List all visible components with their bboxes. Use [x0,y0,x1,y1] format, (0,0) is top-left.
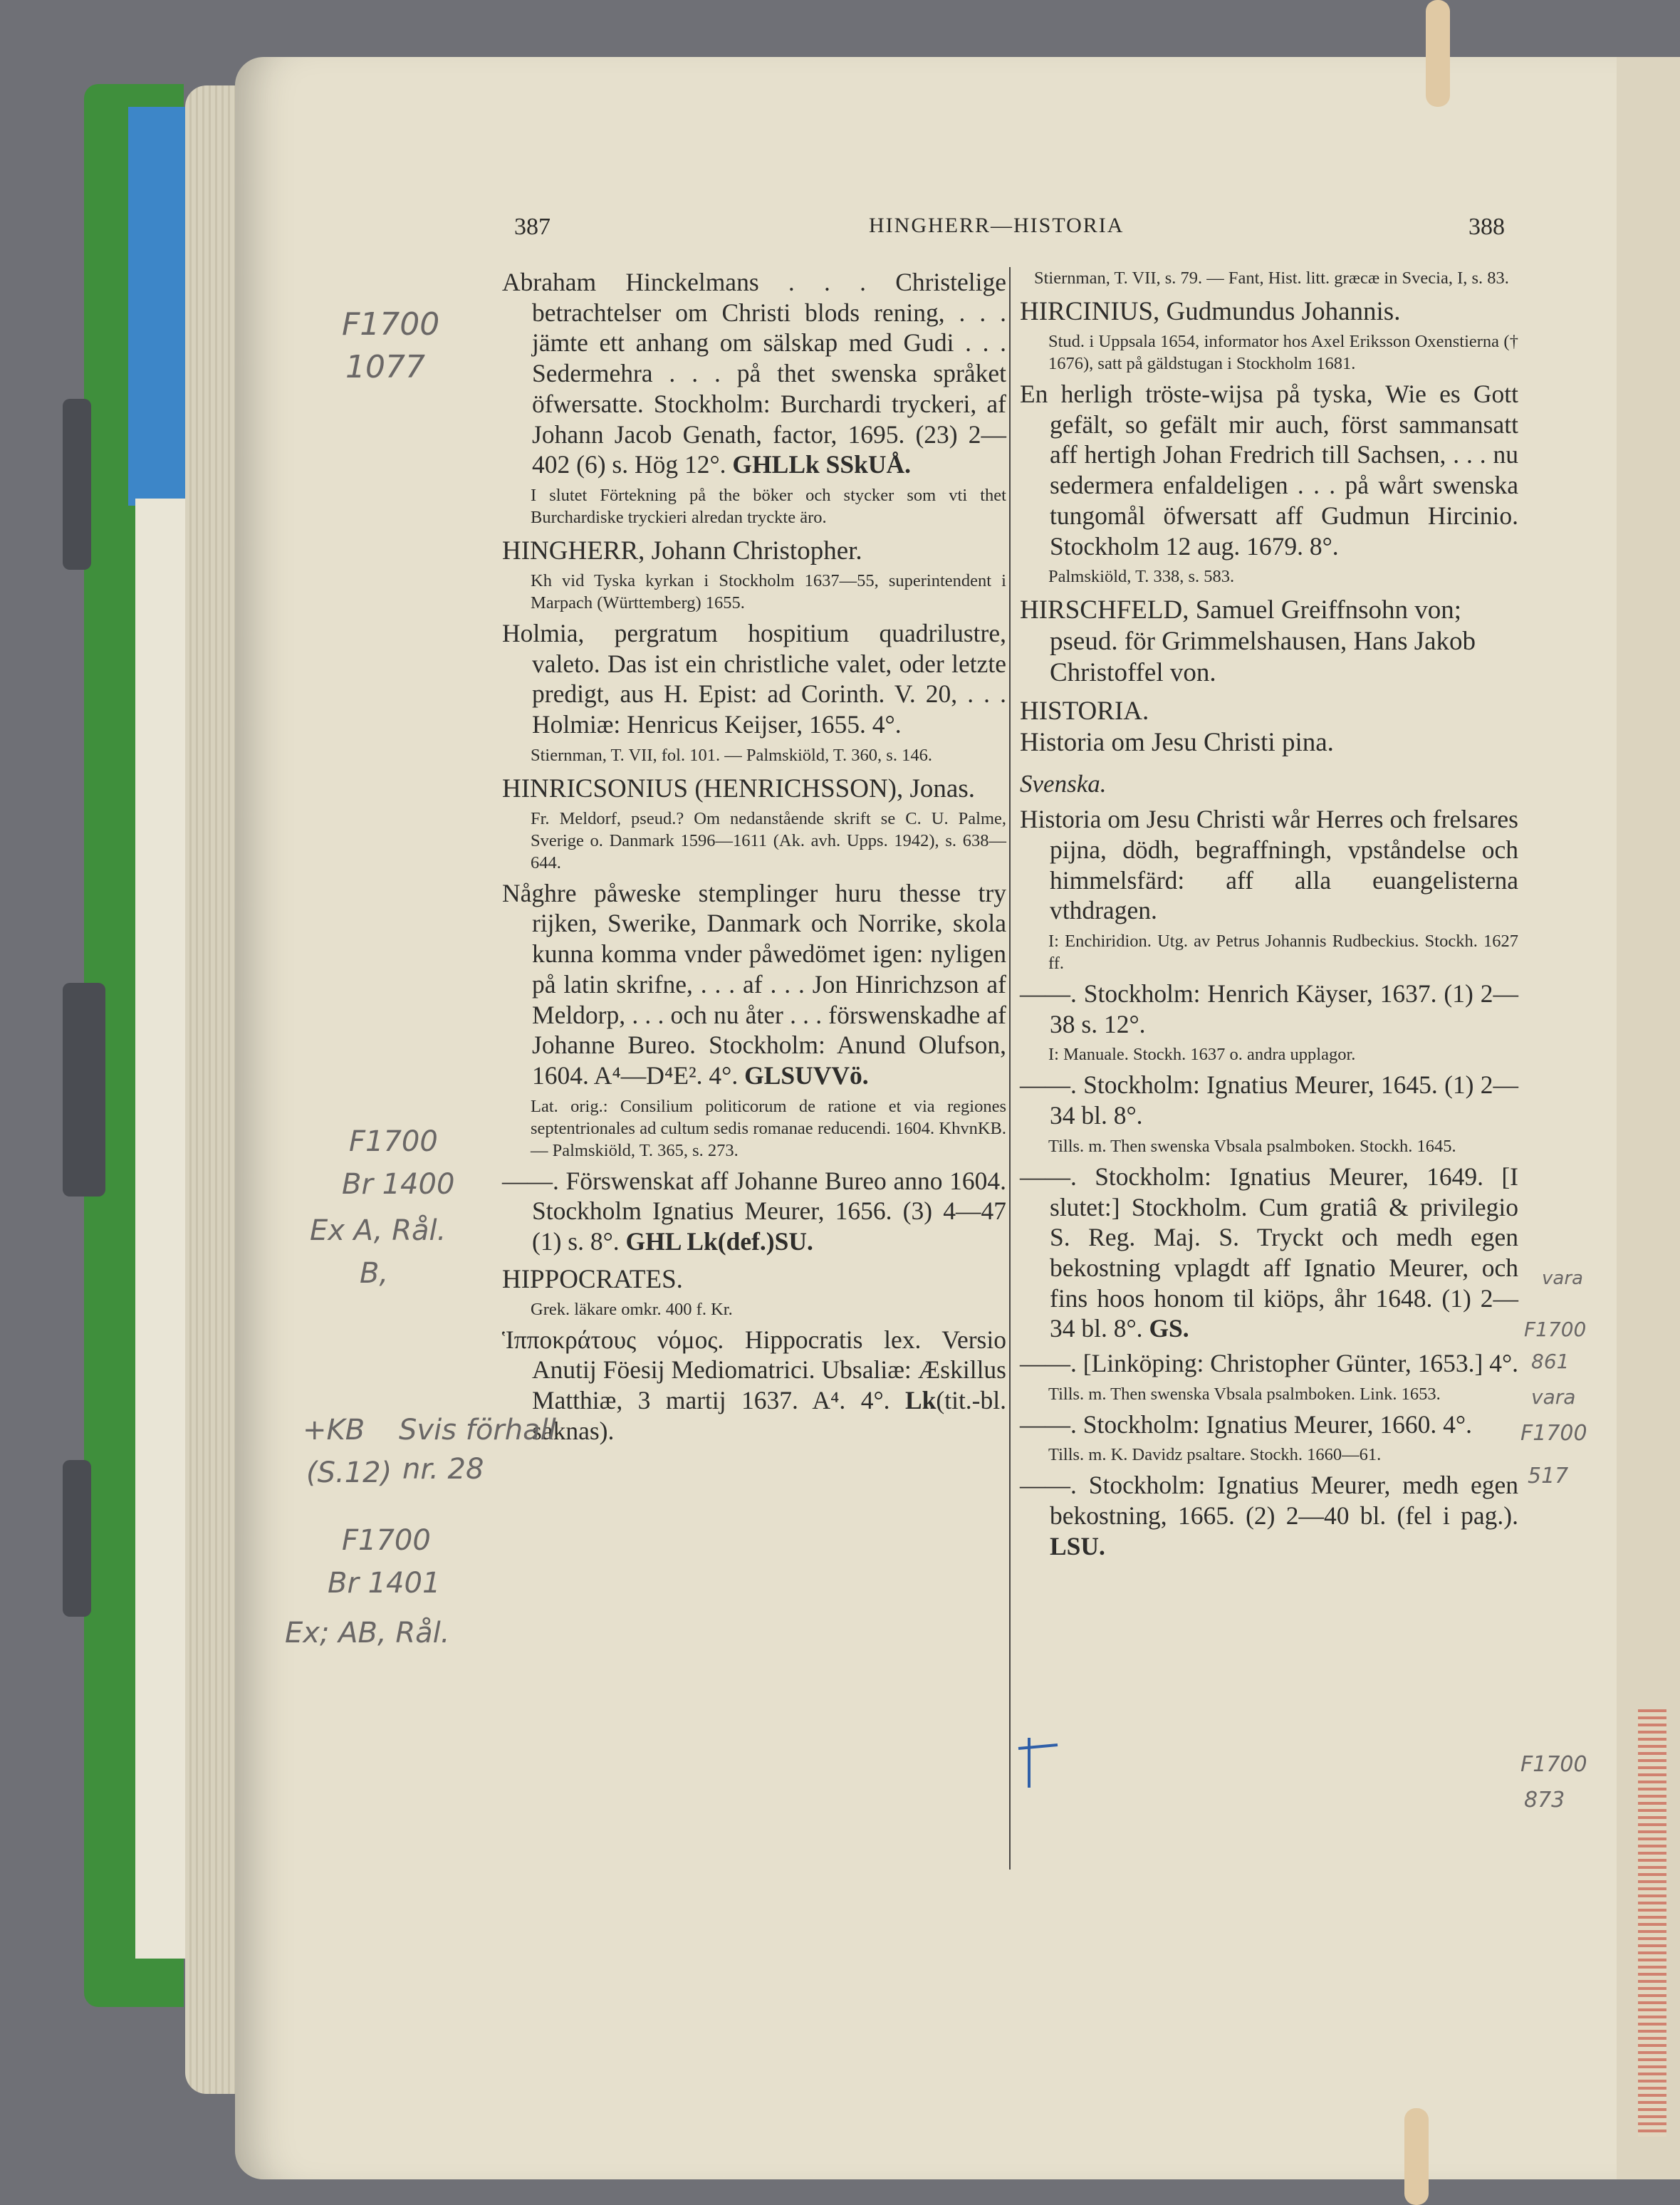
entry-holdings: LSU. [1050,1531,1105,1560]
entry-text: Abraham Hinckelmans . . . Christelige betrachtelser om Christi blods rening, . . . jämte ett anhang om sälskap med Gudi . . . Sedermehra . . . på thet swenska språket öfwersatte. Stockholm: Burchardi tryckeri, af Johann Jacob Genath, factor, 1695. (23) 2—402 (6) s. Hög 12°. [502,268,1006,479]
entry-note: Stiernman, T. VII, s. 79. — Fant, Hist. litt. græcæ in Svecia, I, s. 83. [1034,269,1509,288]
handwritten-note: Ex A, Rål. [310,1214,447,1247]
handwritten-number: 861 [1531,1350,1570,1373]
handwritten-note: (S.12) [306,1456,392,1489]
entry-text: ——. Stockholm: Ignatius Meurer, 1649. [I slutet:] Stockholm. Cum gratiâ & privilegio S. Reg. Maj. S. Tryckt och medh egen bekostning vplagdt aff Ignatio Meurer, och fins hoos honom til kiöps, åhr 1648. (1) 2—34 bl. 8°. [1020,1162,1518,1343]
blue-pencil-mark [1015,1734,1065,1791]
handwritten-number: Br 1401 [328,1567,441,1600]
left-page-number: 387 [514,214,551,240]
entry-forswenskat [502,1166,1006,1257]
entry-note: Lat. orig.: Consilium politicorum de ratione et via regiones septentrionales ad cultum sedis romanae reducendi. 1604. KhvnKB. — Palmskiöld, T. 365, s. 273. [531,1096,1006,1160]
handwritten-note: +KB [303,1414,365,1446]
handwritten-shelfmark: F1700 [1520,1752,1587,1777]
entry-note: Stiernman, T. VII, fol. 101. — Palmskiöld, T. 360, s. 146. [531,745,932,765]
book-strap-upper [63,399,91,570]
entry-note: Tills. m. K. Davidz psaltare. Stockh. 1660—61. [1048,1445,1382,1465]
column-divider [1009,267,1011,1870]
handwritten-shelfmark: F1700 [1524,1318,1587,1341]
entry-hinckelmans [502,267,1006,480]
entry-1653: ——. [Linköping: Christopher Günter, 1653.] 4°. [1020,1349,1519,1378]
entry-holdings: GHL Lk(def.)SU. [625,1227,813,1256]
handwritten-note: Ex; AB, Rål. [285,1617,450,1649]
handwritten-note: vara [1531,1385,1576,1409]
entry-hippocratis-lex [502,1325,1006,1446]
author-note: Fr. Meldorf, pseud.? Om nedanstående skrift se C. U. Palme, Sverige o. Danmark 1596—1611 (Ak. avh. Upps. 1942), s. 638—644. [531,808,1006,872]
entry-holdings: GLSUVVö. [744,1060,869,1090]
handwritten-number: Br 1400 [342,1168,455,1201]
entry-note: Palmskiöld, T. 338, s. 583. [1048,567,1235,587]
entry-text: ——. Stockholm: Ignatius Meurer, medh egen bekostning, 1665. (2) 2—40 bl. (fel i pag.). [1020,1471,1518,1531]
handwritten-shelfmark: F1700 [349,1125,438,1158]
entry-holdings: Lk [904,1386,936,1415]
entry-note: Tills. m. Then swenska Vbsala psalmboken. Stockh. 1645. [1048,1136,1456,1156]
handwritten-note: B, [360,1257,389,1290]
author-heading-hingherr: HINGHERR, Johann Christopher. [502,536,862,565]
entry-1649 [1020,1162,1518,1344]
handwritten-note: vara [1542,1268,1583,1289]
entry-text: Ἱπποκράτους νόμος. Hippocratis lex. Versio Anutij Föesij Mediomatrici. Ubsaliæ: Æskillus Matthiæ, 3 martij 1637. A⁴. 4°. [502,1325,1006,1415]
entry-trostewijsa: En herligh tröste-wijsa på tyska, Wie es Gott gefält, so gefält mir auch, först sammansatt aff hertigh Johan Fredrich till Sachsen, . . . nu sedermera enfaldeligen . . . på wårt swenska tungomål öfwersatt aff Gudmun Hircinio. Stockholm 12 aug. 1679. 8°. [1020,380,1518,561]
entry-text-tail: (tit.-bl. saknas). [532,1386,1006,1445]
bookmark-ribbon-bottom [1404,2108,1429,2205]
author-heading-hircinius: HIRCINIUS, Gudmundus Johannis. [1020,297,1401,326]
left-column [502,267,1006,1451]
entry-naghre [502,878,1006,1091]
running-title: HINGHERR—HISTORIA [869,214,1125,237]
title-heading-historia: Historia om Jesu Christi pina. [1020,728,1334,758]
page-edge-speckle [1638,1709,1666,2137]
handwritten-number: 873 [1524,1788,1565,1813]
handwritten-note: nr. 28 [402,1453,484,1486]
book-strap-middle [63,983,105,1197]
entry-note: I: Manuale. Stockh. 1637 o. andra upplagor. [1048,1045,1356,1065]
entry-holmia: Holmia, pergratum hospitium quadrilustre, valeto. Das ist ein christliche valet, oder letzte predigt, aus H. Epist: ad Corinth. V. 20, . . . Holmiæ: Henricus Keijser, 1655. 4°. [502,618,1006,739]
entry-historia-pijna: Historia om Jesu Christi wår Herres och frelsares pijna, dödh, begraffningh, vpståndelse och himmelsfärd: aff alla euangelisterna vthdragen. [1020,805,1518,925]
handwritten-shelfmark: F1700 [342,1524,431,1557]
book-strap-lower [63,1460,91,1617]
entry-note: I slutet Förtekning på the böker och stycker som vti thet Burchardiske tryckieri alredan tryckte äro. [531,485,1006,527]
entry-1645: ——. Stockholm: Ignatius Meurer, 1645. (1) 2—34 bl. 8°. [1020,1070,1518,1130]
bookmark-ribbon-top [1426,0,1450,107]
handwritten-shelfmark: F1700 [1520,1421,1587,1446]
entry-1637: ——. Stockholm: Henrich Käyser, 1637. (1) 2—38 s. 12°. [1020,979,1518,1038]
entry-holdings: GHLLk SSkUÅ. [732,450,912,479]
handwritten-number: 1077 [345,349,425,385]
author-note: Stud. i Uppsala 1654, informator hos Axel Eriksson Oxenstierna († 1676), satt på gäldstugan i Stockholm 1681. [1048,332,1518,373]
handwritten-shelfmark: F1700 [342,306,440,343]
entry-text: ——. Förswenskat aff Johanne Bureo anno 1604. Stockholm Ignatius Meurer, 1656. (3) 4—47 (1) s. 8°. [502,1166,1006,1256]
author-note: Grek. läkare omkr. 400 f. Kr. [531,1299,733,1319]
entry-note: I: Enchiridion. Utg. av Petrus Johannis Rudbeckius. Stockh. 1627 ff. [1048,932,1518,974]
subsection-svenska: Svenska. [1020,770,1107,798]
author-heading-historia: HISTORIA. [1020,697,1149,726]
right-page-number: 388 [1468,214,1505,240]
author-note: Kh vid Tyska kyrkan i Stockholm 1637—55, superintendent i Marpach (Württemberg) 1655. [531,570,1006,612]
author-heading-hippocrates: HIPPOCRATES. [502,1264,683,1294]
right-column [1020,267,1518,1566]
entry-1665 [1020,1470,1518,1561]
author-heading-hinricsonius: HINRICSONIUS (HENRICHSSON), Jonas. [502,773,975,803]
handwritten-note: Svis förhall [399,1414,556,1446]
handwritten-number: 517 [1528,1464,1569,1489]
author-heading-hirschfeld: HIRSCHFELD, Samuel Greiffnsohn von; pseud. för Grimmelshausen, Hans Jakob Christoffel von. [1020,595,1476,688]
entry-holdings: GS. [1149,1314,1189,1343]
entry-text: Någhre påweske stemplinger huru thesse try rijken, Swerike, Danmark och Norrike, skola kunna komma vnder påwedömet igen: nyligen på latin skrifne, . . . af . . . Jon Hinrichzson af Meldorp, . . . och nu åter . . . förswenskadhe af Johanne Bureo. Stockholm: Anund Olufson, 1604. A⁴—D⁴E². 4°. [502,878,1006,1090]
entry-1660: ——. Stockholm: Ignatius Meurer, 1660. 4°. [1020,1409,1472,1439]
entry-note: Tills. m. Then swenska Vbsala psalmboken. Link. 1653. [1048,1384,1441,1404]
